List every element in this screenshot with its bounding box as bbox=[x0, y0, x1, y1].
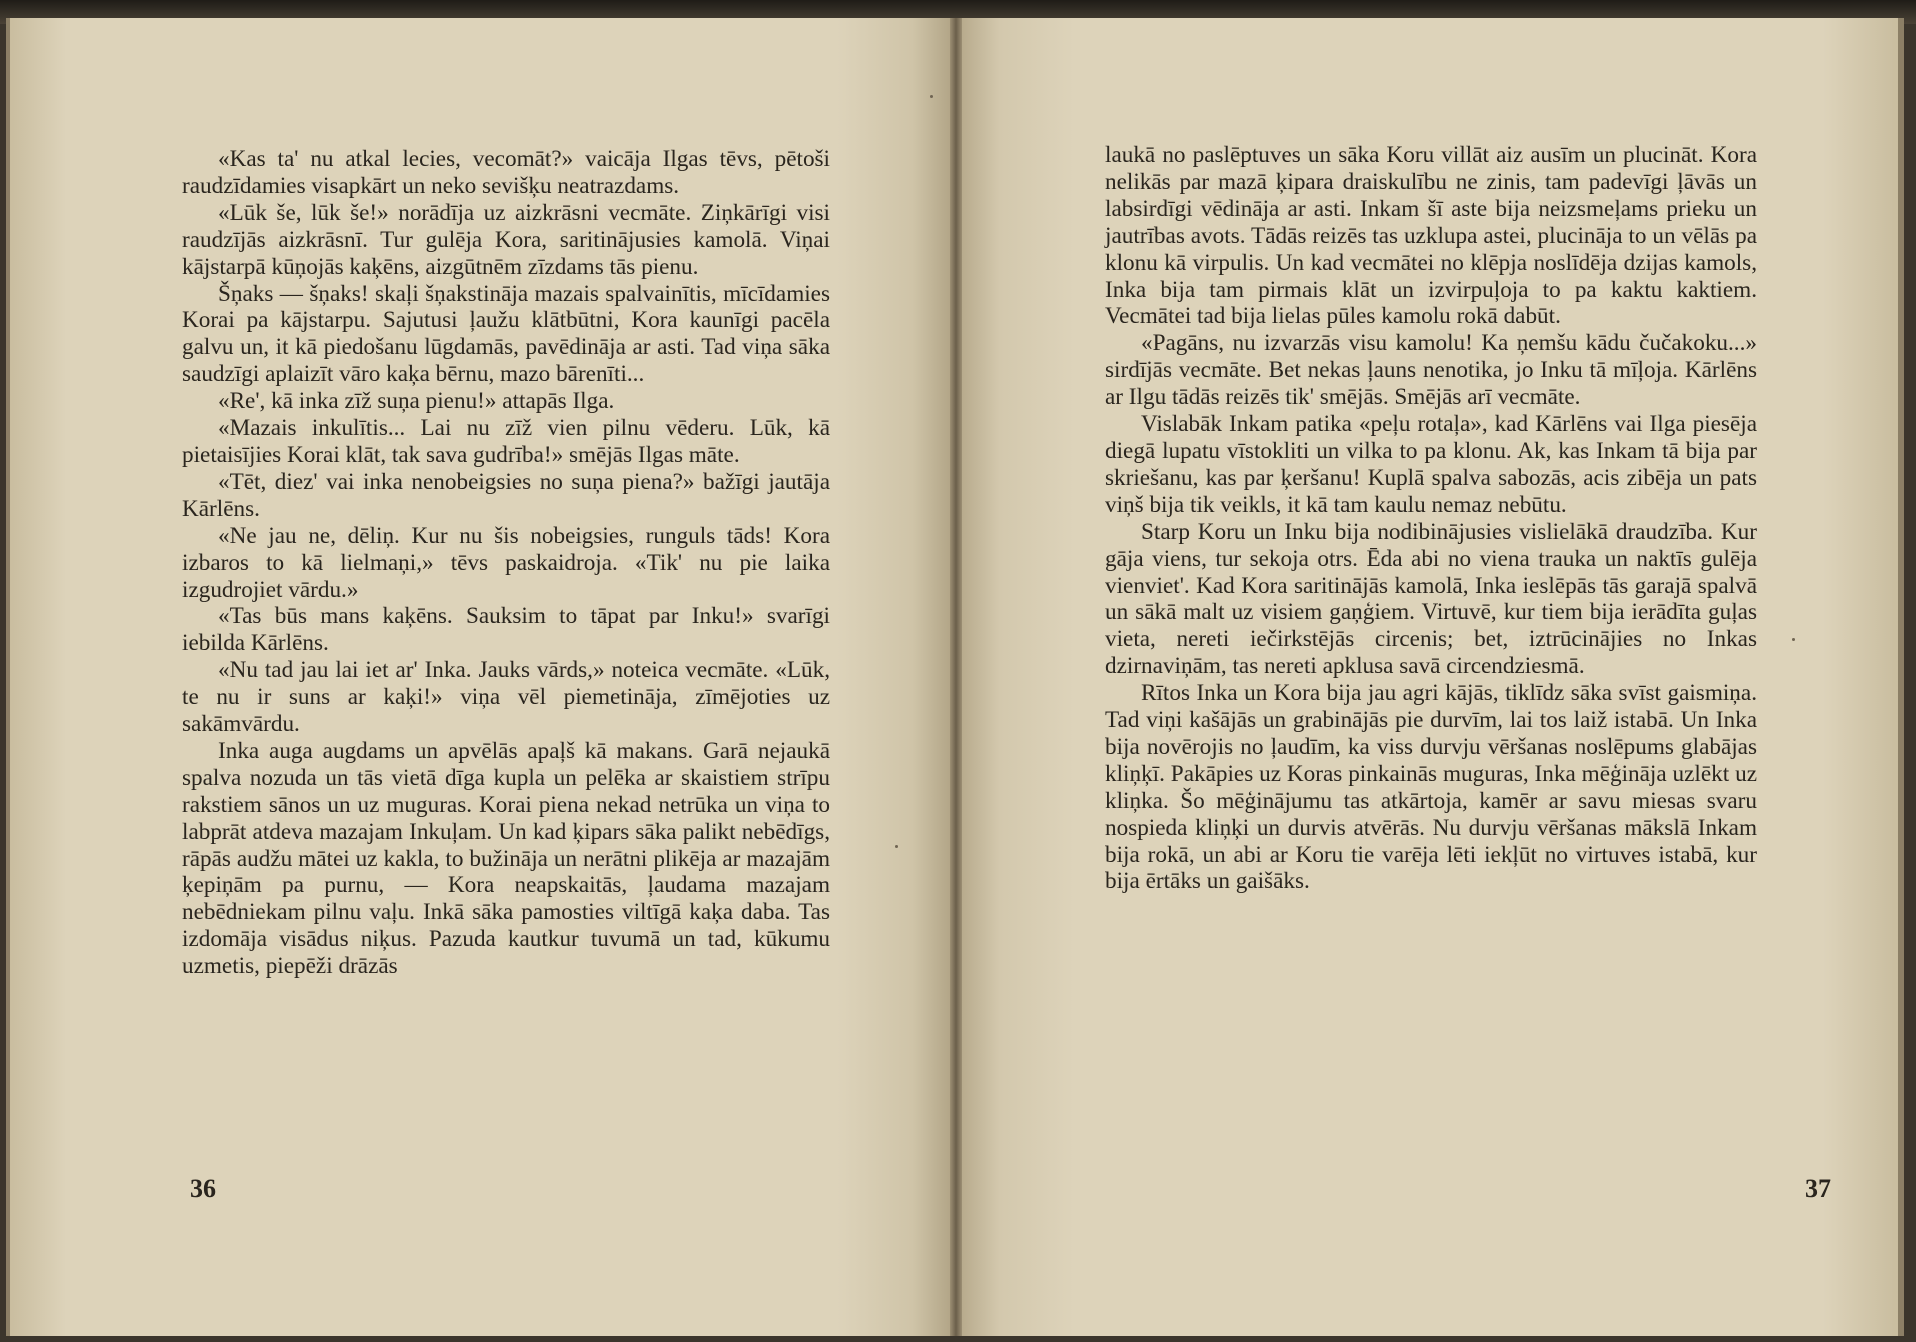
paragraph: «Re', kā inka zīž suņa pienu!» attapās Ilga. bbox=[218, 388, 615, 415]
page-number-left: 36 bbox=[190, 1174, 216, 1203]
paper-speck bbox=[895, 845, 898, 848]
paragraph: «Kas ta' nu atkal lecies, vecomāt?» vaicāja Ilgas tēvs, pētoši raudzīdamies visapkārt un neko sevišķu neatrazdams. bbox=[182, 146, 830, 199]
paragraph: Vislabāk Inkam patika «peļu rotaļa», kad Kārlēns vai Ilga piesēja diegā lupatu vīstokliti un vilka to pa klonu. Ak, kas Inkam tā bija par skriešanu, kas par ķeršanu! Kuplā spalva sabozās, acis zibēja un pats viņš bija tik veikls, it kā tam kaulu nemaz nebūtu. bbox=[1105, 411, 1757, 518]
paragraph: laukā no paslēptuves un sāka Koru villāt aiz ausīm un plucināt. Kora nelikās par mazā ķipara draiskulību ne zinis, tam padevīgi ļāvās un labsirdīgi vēdināja ar asti. Inkam šī aste bija neizsmeļams prieku un jautrības avots. Tādās reizēs tas uzklupa astei, plucināja to un vēlās pa klonu kā virpulis. Un kad vecmātei no klēpja noslīdēja dzijas kamols, Inka bija tam pirmais klāt un izvirpuļoja to pa kaktu kaktiem. Vecmātei tad bija lielas pūles kamolu rokā dabūt. bbox=[1105, 142, 1757, 330]
paragraph: «Nu tad jau lai iet ar' Inka. Jauks vārds,» noteica vecmāte. «Lūk, te nu ir suns ar kaķi!» viņa vēl piemetināja, zīmējoties uz sakāmvārdu. bbox=[182, 657, 830, 738]
paragraph: Rītos Inka un Kora bija jau agri kājās, tiklīdz sāka svīst gaismiņa. Tad viņi kašājās un grabinājās pie durvīm, lai tos laiž istabā. Un Inka bija novērojis no ļaudīm, ka viss durvju vēršanas noslēpums glabājas kliņķī. Pakāpies uz Koras pinkainās muguras, Inka mēģināja uzlēkt uz kliņka. Šo mēģinājumu tas atkārtoja, kamēr ar savu miesas svaru nospieda kliņķi un durvis atvērās. Nu durvju vēršanas mākslā Inkam bija rokā, un abi ar Koru tie varēja lēti iekļūt no virtuves istabā, kur bija ērtāks un gaišāks. bbox=[1105, 680, 1757, 895]
paragraph: «Mazais inkulītis... Lai nu zīž vien pilnu vēderu. Lūk, kā pietaisījies Korai klāt, tak sava gudrība!» smējās Ilgas māte. bbox=[182, 415, 830, 468]
paragraph: Šņaks — šņaks! skaļi šņakstināja mazais spalvainītis, mīcīdamies Korai pa kājstarpu. Sajutusi ļaužu klātbūtni, Kora kaunīgi pacēla galvu un, it kā piedošanu lūgdamās, pavēdināja ar asti. Tad viņa sāka saudzīgi aplaizīt vāro kaķa bērnu, mazo bārenīti... bbox=[182, 280, 830, 388]
paragraph: Starp Koru un Inku bija nodibinājusies vislielākā draudzība. Kur gāja viens, tur sekoja otrs. Ēda abi no viena trauka un naktīs gulēja vienviet'. Kad Kora saritinājās kamolā, Inka ieslēpās tās garajā spalvā un sākā malt uz visiem gaņģiem. Virtuvē, kur tiem bija ierādīta guļas vieta, nereti iečirkstējās circenis; bet, iztrūcinājies no Inkas dzirnaviņām, tas nereti apklusa savā circendziesmā. bbox=[1105, 518, 1757, 680]
left-page bbox=[6, 18, 950, 1336]
left-page-text bbox=[182, 146, 830, 980]
right-page bbox=[962, 18, 1904, 1336]
paragraph: «Ne jau ne, dēliņ. Kur nu šis nobeigsies, runguls tāds! Kora izbaros to kā lielmaņi,» tēvs paskaidroja. «Tik' nu pie laika izgudrojiet vārdu.» bbox=[182, 522, 830, 603]
paragraph: «Tēt, diez' vai inka nenobeigsies no suņa piena?» bažīgi jautāja Kārlēns. bbox=[182, 468, 830, 522]
paragraph: «Pagāns, nu izvarzās visu kamolu! Ka ņemšu kādu čučakoku...» sirdījās vecmāte. Bet nekas ļauns nenotika, jo Inku tā mīļoja. Kārlēns ar Ilgu tādās reizēs tik' smējās. Smējās arī vecmāte. bbox=[1105, 330, 1757, 411]
paragraph: Inka auga augdams un apvēlās apaļš kā makans. Garā nejaukā spalva nozuda un tās vietā dīga kupla un pelēka ar skaistiem strīpu rakstiem sānos un uz muguras. Korai piena nekad netrūka un viņa to labprāt atdeva mazajam Inkuļam. Un kad ķipars sāka palikt nebēdīgs, rāpās audžu mātei uz kakla, to bužināja un nerātni plikēja ar mazajām ķepiņām pa purnu, — Kora neapskaitās, ļaudama mazajam nebēdniekam pilnu vaļu. Inkā sāka pamosties viltīgā kaķa daba. Tas izdomāja visādus niķus. Pazuda kautkur tuvumā un tad, kūkumu uzmetis, piepēži drāzās bbox=[182, 737, 830, 980]
paper-speck bbox=[1792, 638, 1795, 641]
book-gutter bbox=[950, 18, 962, 1336]
paragraph: «Tas būs mans kaķēns. Sauksim to tāpat par Inku!» svarīgi iebilda Kārlēns. bbox=[182, 603, 830, 657]
paper-speck bbox=[930, 95, 933, 98]
right-page-text bbox=[1105, 142, 1757, 895]
paragraph: «Lūk še, lūk še!» norādīja uz aizkrāsni vecmāte. Ziņkārīgi visi raudzījās aizkrāsnī. Tur gulēja Kora, saritinājusies kamolā. Viņai kājstarpā kūņojās kaķēns, aizgūtnēm zīzdams tās pienu. bbox=[182, 199, 830, 280]
page-number-right: 37 bbox=[1805, 1174, 1831, 1203]
